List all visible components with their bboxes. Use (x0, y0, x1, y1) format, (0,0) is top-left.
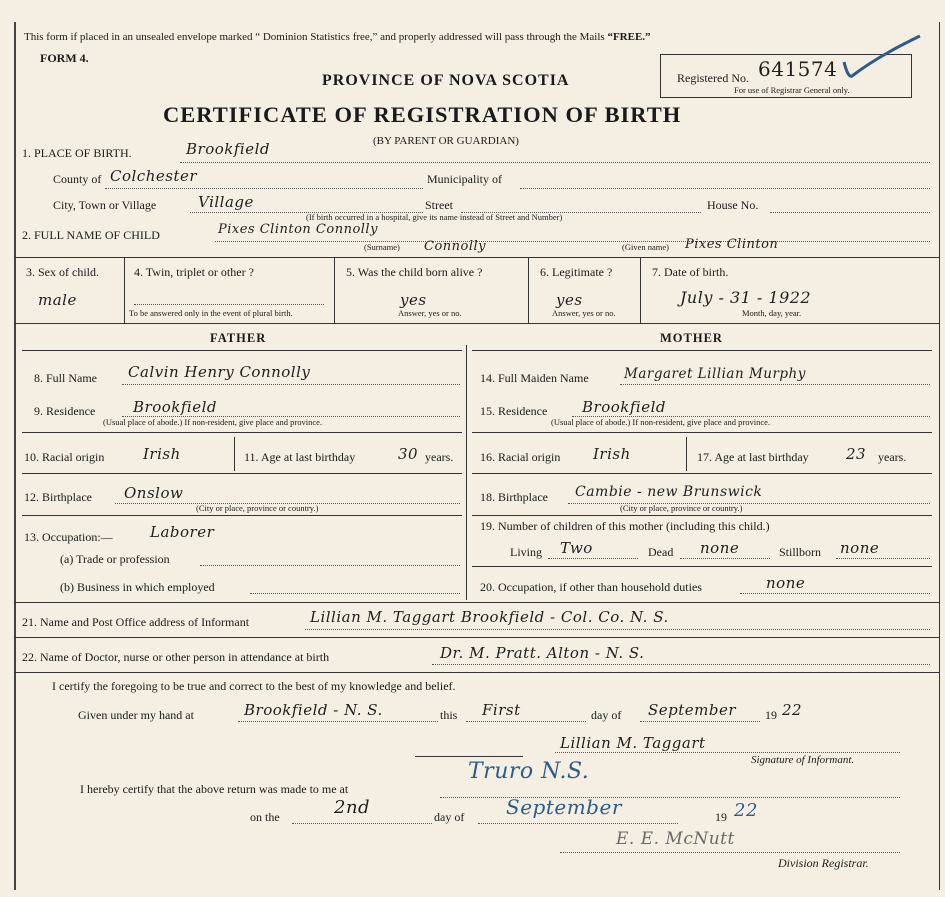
registrar-day-value: 2nd (334, 797, 371, 818)
city-value: Village (198, 193, 254, 211)
mail-notice (24, 30, 651, 44)
business-line (250, 593, 460, 594)
trade-label: (a) Trade or profession (60, 552, 170, 566)
mother-age-value: 23 (846, 445, 867, 463)
father-birthplace-label: 12. Birthplace (24, 490, 92, 504)
mother-birthplace-label: 18. Birthplace (480, 490, 548, 504)
street-note: (If birth occurred in a hospital, give its name instead of Street and Number) (306, 212, 563, 222)
father-racial-value: Irish (143, 445, 181, 463)
legitimate-value: yes (556, 291, 583, 309)
dead-label: Dead (648, 545, 674, 559)
living-label: Living (510, 545, 542, 559)
doctor-label: 22. Name of Doctor, nurse or other person in attendance at birth (22, 650, 330, 664)
mail-notice-text: This form if placed in an unsealed envelope marked “ Dominion Statistics free,” and properly addressed will pass through the Mails (24, 31, 605, 43)
municipality-label: Municipality of (427, 172, 502, 186)
father-residence-label: 9. Residence (34, 404, 96, 418)
legitimate-note: Answer, yes or no. (552, 308, 616, 318)
row3-top-rule (14, 257, 939, 258)
city-label: City, Town or Village (53, 198, 157, 212)
doctor-bottom-rule (14, 672, 939, 673)
date-note: Month, day, year. (742, 308, 802, 318)
alive-label: 5. Was the child born alive ? (346, 265, 483, 279)
informant-signature: Lillian M. Taggart (560, 734, 706, 752)
dead-value: none (700, 539, 740, 557)
county-value: Colchester (110, 167, 198, 185)
registrar-month-value: September (506, 795, 622, 819)
mother-residence-value: Brookfield (582, 398, 666, 416)
mother-racial-label: 16. Racial origin (480, 450, 561, 464)
registrar-year-prefix: 19 (715, 810, 727, 824)
mother-rule (472, 350, 932, 351)
mother-occupation-value: none (766, 574, 806, 592)
form-label: FORM 4. (40, 51, 89, 65)
father-residence-value: Brookfield (133, 398, 217, 416)
informant-bottom-rule (14, 637, 939, 638)
registrar-use-note: For use of Registrar General only. (734, 85, 850, 95)
registrar-signature-line (560, 852, 900, 853)
child-name-value: Pixes Clinton Connolly (218, 222, 378, 237)
mother-maiden-label: 14. Full Maiden Name (480, 371, 589, 385)
registered-number: 641574 (758, 57, 838, 81)
registrar-year-value: 22 (734, 800, 758, 821)
mother-age-years: years. (878, 450, 907, 464)
twin-note: To be answered only in the event of plural birth. (129, 308, 293, 318)
twin-label: 4. Twin, triplet or other ? (134, 265, 254, 279)
row3-divider-4 (640, 257, 641, 323)
place-of-birth-value: Brookfield (186, 140, 270, 158)
stillborn-line (836, 558, 930, 559)
place-of-birth-line (180, 162, 930, 163)
row3-bottom-rule (14, 323, 939, 324)
given-place-value: Brookfield - N. S. (244, 701, 383, 719)
registrar-month-line (478, 823, 678, 824)
father-age-years: years. (425, 450, 454, 464)
father-age-value: 30 (398, 445, 419, 463)
trade-line (200, 565, 460, 566)
mother-racial-divider (686, 437, 687, 471)
registrar-signature: E. E. McNutt (616, 829, 735, 849)
mail-notice-free: “FREE.” (607, 31, 651, 43)
house-label: House No. (707, 198, 759, 212)
father-rule-4 (22, 515, 462, 516)
given-year-value: 22 (782, 701, 803, 719)
mother-heading: MOTHER (660, 331, 723, 345)
living-value: Two (560, 539, 593, 557)
right-border (939, 22, 940, 890)
child-name-line (215, 241, 930, 242)
informant-line (305, 629, 930, 630)
registrar-place-value: Truro N.S. (468, 759, 590, 784)
mother-age-label: 17. Age at last birthday (697, 450, 809, 464)
father-occupation-label: 13. Occupation:— (24, 530, 113, 544)
given-day-value: First (482, 701, 521, 719)
father-residence-note: (Usual place of abode.) If non-resident, give place and province. (103, 417, 323, 427)
mother-rule-3 (472, 473, 932, 474)
business-label: (b) Business in which employed (60, 580, 215, 594)
given-place-line (238, 721, 438, 722)
row3-divider-2 (334, 257, 335, 323)
mother-children-label: 19. Number of children of this mother (including this child.) (480, 519, 770, 533)
father-heading: FATHER (210, 331, 267, 345)
father-rule-3 (22, 473, 462, 474)
mother-birthplace-value: Cambie - new Brunswick (575, 484, 763, 500)
given-day-of: day of (591, 708, 622, 722)
signature-label: Signature of Informant. (751, 754, 855, 766)
registrar-day-of: day of (434, 810, 465, 824)
alive-note: Answer, yes or no. (398, 308, 462, 318)
mother-birthplace-note: (City or place, province or country.) (620, 503, 743, 513)
surname-label: (Surname) (364, 242, 400, 252)
certify-statement: I certify the foregoing to be true and correct to the best of my knowledge and belief. (52, 679, 456, 693)
registrar-on-the: on the (250, 810, 280, 824)
stillborn-value: none (840, 539, 880, 557)
living-line (548, 558, 638, 559)
this-label: this (440, 708, 458, 722)
child-surname-value: Connolly (424, 239, 487, 254)
left-border (14, 22, 16, 890)
mother-rule-4 (472, 515, 932, 516)
date-of-birth-label: 7. Date of birth. (652, 265, 729, 279)
twin-line (134, 304, 324, 305)
father-birthplace-note: (City or place, province or country.) (196, 503, 319, 513)
registrar-statement: I hereby certify that the above return was made to me at (80, 782, 349, 796)
province-heading: PROVINCE OF NOVA SCOTIA (322, 72, 570, 89)
father-name-label: 8. Full Name (34, 371, 97, 385)
informant-top-rule (14, 602, 939, 603)
mother-residence-label: 15. Residence (480, 404, 548, 418)
father-age-label: 11. Age at last birthday (244, 450, 356, 464)
checkmark-icon (838, 32, 928, 88)
place-of-birth-label: 1. PLACE OF BIRTH. (22, 146, 132, 160)
informant-value: Lillian M. Taggart Brookfield - Col. Co. N. S. (310, 608, 669, 626)
father-rule (22, 350, 462, 351)
registrar-day-line (292, 823, 432, 824)
registrar-signature-label: Division Registrar. (778, 856, 869, 870)
mother-rule-5 (472, 566, 932, 567)
doctor-value: Dr. M. Pratt. Alton - N. S. (440, 644, 645, 662)
mother-occupation-label: 20. Occupation, if other than household duties (480, 580, 702, 594)
mother-residence-note: (Usual place of abode.) If non-resident, give place and province. (551, 417, 771, 427)
given-month-value: September (648, 701, 737, 719)
house-line (770, 212, 930, 213)
municipality-line (520, 188, 930, 189)
father-name-line (122, 384, 460, 385)
father-racial-label: 10. Racial origin (24, 450, 105, 464)
given-year-prefix: 19 (765, 708, 777, 722)
father-racial-divider (234, 437, 235, 471)
mother-racial-value: Irish (593, 445, 631, 463)
informant-label: 21. Name and Post Office address of Informant (22, 615, 250, 629)
father-occupation-value: Laborer (150, 523, 215, 541)
father-name-value: Calvin Henry Connolly (128, 363, 311, 381)
doctor-line (432, 664, 930, 665)
stillborn-label: Stillborn (779, 545, 822, 559)
alive-value: yes (400, 291, 427, 309)
legitimate-label: 6. Legitimate ? (540, 265, 613, 279)
mother-occupation-line (740, 593, 930, 594)
county-label: County of (53, 172, 102, 186)
dead-line (680, 558, 770, 559)
short-separator (415, 756, 523, 757)
given-month-line (640, 721, 760, 722)
child-name-label: 2. FULL NAME OF CHILD (22, 228, 160, 242)
county-line (105, 188, 423, 189)
given-name-value: Pixes Clinton (685, 237, 779, 252)
sex-value: male (38, 291, 77, 309)
given-name-label: (Given name) (622, 242, 669, 252)
page-title: CERTIFICATE OF REGISTRATION OF BIRTH (163, 102, 682, 127)
page-subtitle: (BY PARENT OR GUARDIAN) (373, 135, 519, 147)
sex-label: 3. Sex of child. (26, 265, 99, 279)
mother-rule-2 (472, 432, 932, 433)
date-of-birth-value: July - 31 - 1922 (680, 288, 812, 307)
given-day-line (466, 721, 586, 722)
father-mother-divider (466, 345, 467, 600)
street-label: Street (425, 198, 453, 212)
father-birthplace-value: Onslow (124, 484, 184, 502)
row3-divider-1 (124, 257, 125, 323)
row3-divider-3 (528, 257, 529, 323)
father-rule-2 (22, 432, 462, 433)
mother-maiden-line (620, 384, 930, 385)
given-under-label: Given under my hand at (78, 708, 194, 722)
mother-maiden-value: Margaret Lillian Murphy (624, 366, 806, 382)
registered-label: Registered No. (677, 71, 749, 85)
